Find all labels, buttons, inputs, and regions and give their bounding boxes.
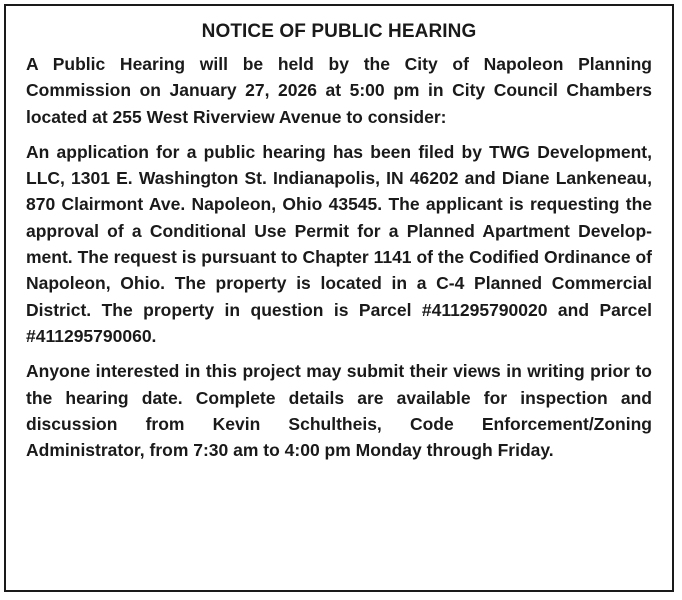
- notice-application-paragraph: An application for a public hearing has been filed by TWG Development, LLC, 1301 E. Washington St. Indianapolis, IN 46202 and Diane Lankeneau, 870 Clairmont Ave. Napoleon, Ohio 43545. The applicant is requesting the approval of a Conditional Use Permit for a Planned Apartment Development. The request is pursuant to Chapter 1141 of the Codified Ordinance of Napoleon, Ohio. The property is located in a C-4 Planned Commercial District. The property in question is Parcel #411295790020 and Parcel #411295790060.: [26, 141, 652, 346]
- notice-intro-paragraph: A Public Hearing will be held by the City of Napoleon Planning Commission on January 27, 2026 at 5:00 pm in City Council Chambers located at 255 West Riverview Avenue to consider:: [26, 54, 652, 127]
- public-hearing-notice: [4, 4, 674, 592]
- notice-closing-paragraph: Anyone interested in this project may submit their views in writing prior to the hearing date. Complete details are available for inspection and discussion from Kevin Schultheis, Code Enforcement/Zoning Administrator, from 7:30 am to 4:00 pm Monday through Friday.: [26, 361, 652, 461]
- notice-title: NOTICE OF PUBLIC HEARING: [201, 21, 477, 42]
